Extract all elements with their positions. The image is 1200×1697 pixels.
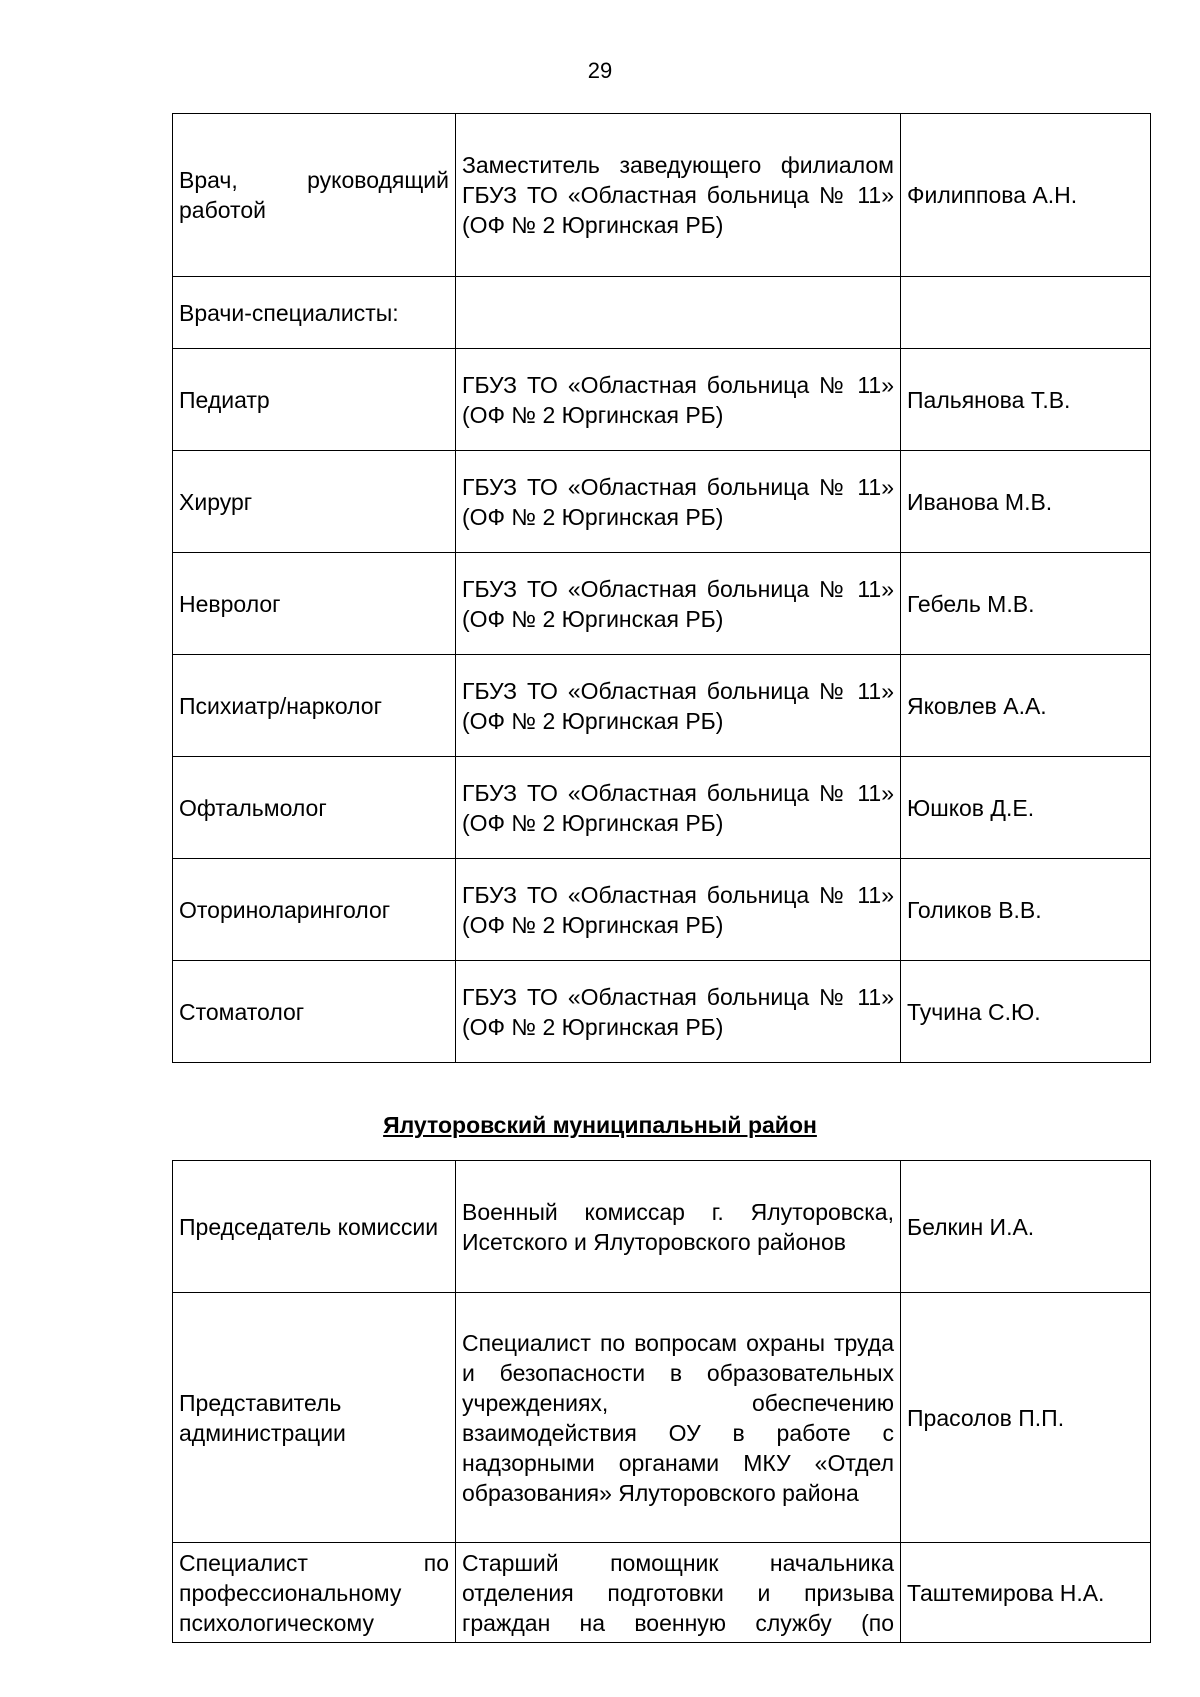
table-row: [173, 859, 1151, 961]
role-cell: Невролог: [173, 553, 456, 655]
name-cell: Белкин И.А.: [901, 1161, 1151, 1293]
table-row: [173, 655, 1151, 757]
organization-cell: ГБУЗ ТО «Областная больница № 11» (ОФ № 2 Юргинская РБ): [456, 961, 901, 1063]
name-cell: Иванова М.В.: [901, 451, 1151, 553]
role-cell: Педиатр: [173, 349, 456, 451]
role-cell: Врач, руководящий работой: [173, 114, 456, 277]
organization-cell: ГБУЗ ТО «Областная больница № 11» (ОФ № 2 Юргинская РБ): [456, 859, 901, 961]
name-cell: Голиков В.В.: [901, 859, 1151, 961]
organization-cell: ГБУЗ ТО «Областная больница № 11» (ОФ № 2 Юргинская РБ): [456, 757, 901, 859]
organization-cell: ГБУЗ ТО «Областная больница № 11» (ОФ № 2 Юргинская РБ): [456, 553, 901, 655]
section-title: Ялуторовский муниципальный район: [383, 1112, 817, 1138]
table-row: [173, 553, 1151, 655]
name-cell: Юшков Д.Е.: [901, 757, 1151, 859]
role-cell: Председатель комиссии: [173, 1161, 456, 1293]
table-district-commission: [172, 1160, 1151, 1643]
table-row: [173, 277, 1151, 349]
name-cell: [901, 277, 1151, 349]
table-medical-commission: [172, 113, 1151, 1063]
table-row: [173, 1161, 1151, 1293]
name-cell: Яковлев А.А.: [901, 655, 1151, 757]
table-row: [173, 961, 1151, 1063]
name-cell: Филиппова А.Н.: [901, 114, 1151, 277]
organization-cell: [456, 277, 901, 349]
role-cell: Представитель администрации: [173, 1293, 456, 1543]
organization-cell: Военный комиссар г. Ялуторовска, Исетского и Ялуторовского районов: [456, 1161, 901, 1293]
organization-cell: ГБУЗ ТО «Областная больница № 11» (ОФ № 2 Юргинская РБ): [456, 349, 901, 451]
organization-cell: Старший помощник начальника отделения подготовки и призыва граждан на военную службу (по: [456, 1543, 901, 1643]
role-cell: Врачи-специалисты:: [173, 277, 456, 349]
organization-cell: Специалист по вопросам охраны труда и безопасности в образовательных учреждениях, обеспечению взаимодействия ОУ в работе с надзорными органами МКУ «Отдел образования» Ялуторовского района: [456, 1293, 901, 1543]
name-cell: Прасолов П.П.: [901, 1293, 1151, 1543]
page-number: 29: [587, 58, 613, 83]
organization-cell: ГБУЗ ТО «Областная больница № 11» (ОФ № 2 Юргинская РБ): [456, 655, 901, 757]
role-cell: Психиатр/нарколог: [173, 655, 456, 757]
table-row: [173, 451, 1151, 553]
organization-cell: Заместитель заведующего филиалом ГБУЗ ТО «Областная больница № 11» (ОФ № 2 Юргинская РБ): [456, 114, 901, 277]
table-row: [173, 1293, 1151, 1543]
role-cell: Стоматолог: [173, 961, 456, 1063]
table-row: [173, 1543, 1151, 1643]
organization-cell: ГБУЗ ТО «Областная больница № 11» (ОФ № 2 Юргинская РБ): [456, 451, 901, 553]
name-cell: Таштемирова Н.А.: [901, 1543, 1151, 1643]
name-cell: Тучина С.Ю.: [901, 961, 1151, 1063]
table-row: [173, 114, 1151, 277]
table-row: [173, 349, 1151, 451]
role-cell: Хирург: [173, 451, 456, 553]
role-cell: Офтальмолог: [173, 757, 456, 859]
name-cell: Гебель М.В.: [901, 553, 1151, 655]
role-cell: Оториноларинголог: [173, 859, 456, 961]
name-cell: Пальянова Т.В.: [901, 349, 1151, 451]
table-row: [173, 757, 1151, 859]
role-cell: Специалист по профессиональному психологическому: [173, 1543, 456, 1643]
